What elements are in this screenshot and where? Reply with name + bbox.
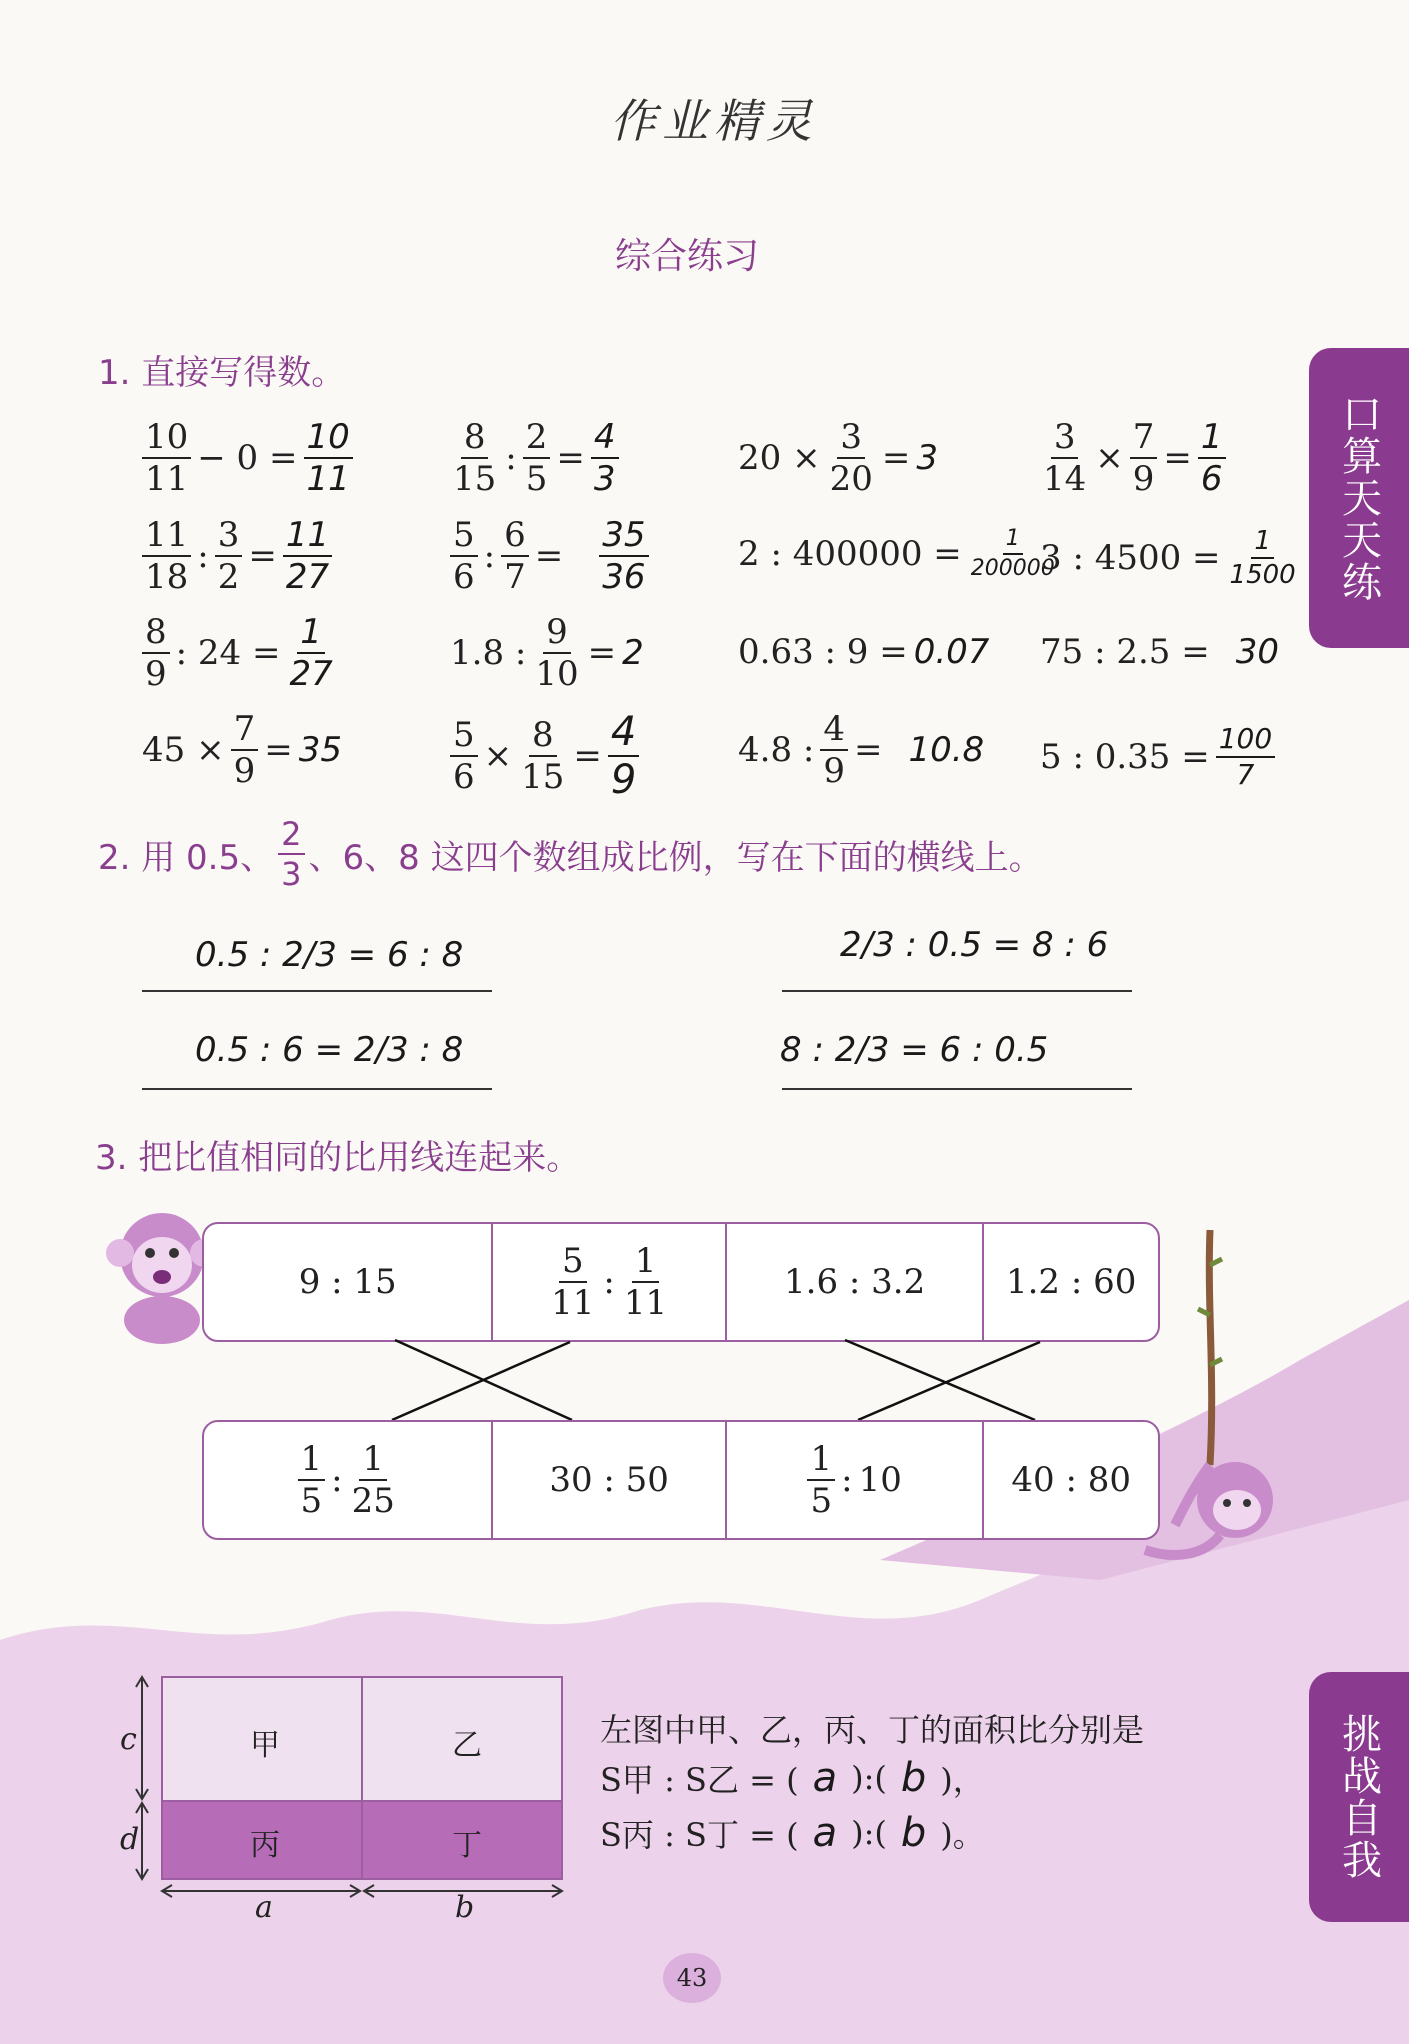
- ratio-cell[interactable]: 30 : 50: [493, 1422, 727, 1538]
- q1-item-15: 4.8 : $\frac{4}{9}$ = 10.8: [738, 709, 985, 791]
- q1-item-12: 75 : 2.5 = 30: [1040, 632, 1279, 672]
- ratio-cell[interactable]: 1.2 : 60: [1005, 1262, 1137, 1302]
- q1-item-2: $\frac{8}{15}$ : $\frac{2}{5}$ = $\frac{4}{3}$: [450, 420, 619, 496]
- monkey-vine-illustration: [1115, 1225, 1285, 1570]
- answer: $\frac{10}{11}$: [304, 420, 353, 496]
- dim-label-c: c: [120, 1722, 137, 1757]
- q2-title: 2. 用 0.5、 $\frac{2}{3}$ 、6、8 这四个数组成比例，写在下面的横线上。: [98, 815, 1043, 893]
- q1-item-13: 45 × $\frac{7}{9}$ = 35: [142, 709, 342, 791]
- q3-title: 3. 把比值相同的比用线连起来。: [95, 1138, 581, 1178]
- grid-label-yi: 乙: [452, 1728, 482, 1763]
- section-title: 综合练习: [615, 236, 760, 277]
- q1-item-9: $\frac{8}{9}$ : 24 = $\frac{1}{27}$: [142, 615, 336, 691]
- ratio-cell[interactable]: 40 : 80: [1011, 1460, 1131, 1500]
- q1-item-7: 2 : 400000 = $\frac{1}{200000}$: [738, 526, 1055, 581]
- q2-answer-3: 0.5 : 6 = 2/3 : 8: [195, 1030, 464, 1070]
- ratio-cell[interactable]: 9 : 15: [204, 1224, 493, 1340]
- q1-item-8: 3 : 4500 = $\frac{1}{1500}$: [1040, 526, 1296, 590]
- ratio-cell[interactable]: $\frac{1}{5}$ : $\frac{1}{25}$: [204, 1422, 493, 1538]
- q1-title: 1. 直接写得数。: [98, 353, 346, 393]
- page-number: 43: [663, 1953, 721, 2003]
- challenge-answer-2: S丙 : S丁 = ( a ):( b )。: [600, 1810, 985, 1856]
- q1-item-1: $\frac{10}{11}$ − 0 = $\frac{10}{11}$: [142, 420, 353, 496]
- ratio-cell[interactable]: $\frac{5}{11}$ : $\frac{1}{11}$: [493, 1224, 727, 1340]
- challenge-question: 左图中甲、乙，丙、丁的面积比分别是: [600, 1711, 1145, 1749]
- grid-label-jia: 甲: [250, 1728, 280, 1763]
- tab-challenge[interactable]: 挑战自我: [1309, 1672, 1409, 1922]
- q1-item-5: $\frac{11}{18}$ : $\frac{3}{2}$ = $\frac{11}{27}$: [142, 518, 332, 594]
- q2-answer-4: 8 : 2/3 = 6 : 0.5: [780, 1030, 1049, 1070]
- q1-item-16: 5 : 0.35 = $\frac{100}{7}$: [1040, 725, 1275, 789]
- dim-label-b: b: [455, 1890, 475, 1925]
- q3-bottom-row: [202, 1420, 1160, 1540]
- grid-label-bing: 丙: [250, 1828, 280, 1863]
- q2-answer-2: 2/3 : 0.5 = 8 : 6: [840, 925, 1109, 965]
- challenge-answer-1: S甲 : S乙 = ( a ):( b )，: [600, 1755, 985, 1801]
- q1-item-11: 0.63 : 9 = 0.07: [738, 632, 990, 672]
- ratio-cell[interactable]: 1.6 : 3.2: [727, 1224, 984, 1340]
- q2-answer-1: 0.5 : 2/3 = 6 : 8: [195, 935, 464, 975]
- q1-item-3: 20 × $\frac{3}{20}$ = 3: [738, 417, 938, 499]
- tab-oral-practice[interactable]: 口算天天练: [1309, 348, 1409, 648]
- dim-label-a: a: [255, 1890, 273, 1925]
- q1-item-14: $\frac{5}{6}$ × $\frac{8}{15}$ = $\frac{4}{9}$: [450, 712, 639, 800]
- q1-item-10: 1.8 : $\frac{9}{10}$ = 2: [450, 612, 644, 694]
- grid-label-ding: 丁: [452, 1828, 482, 1863]
- q1-item-6: $\frac{5}{6}$ : $\frac{6}{7}$ = $\frac{35}{36}$: [450, 518, 649, 594]
- ratio-cell[interactable]: $\frac{1}{5}$ : 10: [727, 1422, 984, 1538]
- dim-label-d: d: [120, 1822, 140, 1857]
- q1-item-4: $\frac{3}{14}$ × $\frac{7}{9}$ = $\frac{1}{6}$: [1040, 420, 1226, 496]
- area-grid-diagram: [120, 1665, 580, 1935]
- header-watermark: 作业精灵: [610, 94, 818, 148]
